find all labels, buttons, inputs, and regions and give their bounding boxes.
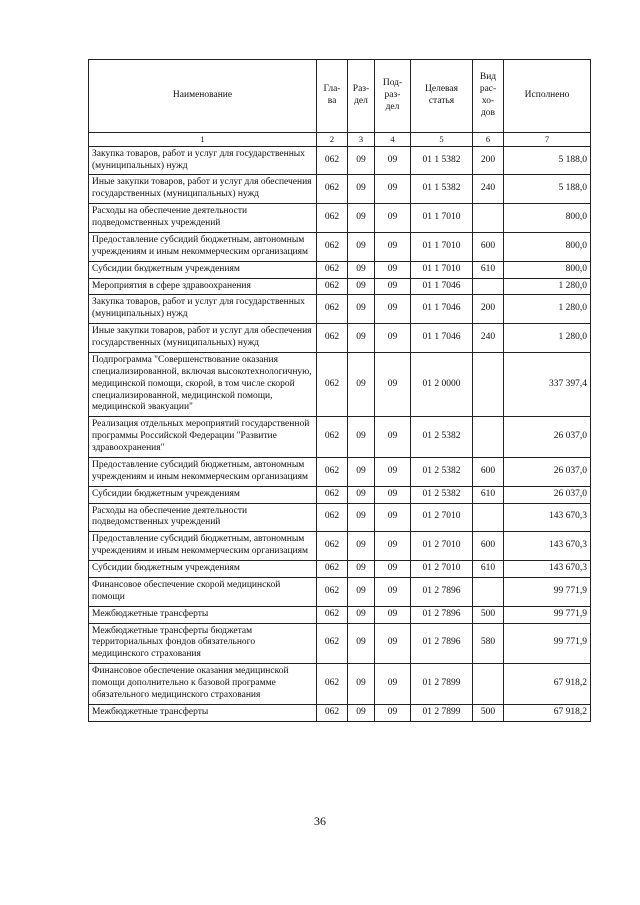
cell-target-article: 01 2 5382 [411,457,473,486]
cell-name: Субсидии бюджетным учреждениям [89,561,317,578]
cell-razdel: 09 [348,664,375,705]
cell-executed: 1 280,0 [504,278,591,295]
column-number: 6 [473,133,504,147]
table-row [89,561,591,578]
cell-razdel: 09 [348,278,375,295]
header-expense-type: Вид рас- хо- дов [473,60,504,133]
cell-expense-type [473,503,504,532]
cell-expense-type: 610 [473,486,504,503]
header-target-article: Целевая статья [411,60,473,133]
cell-podrazdel: 09 [375,532,411,561]
cell-glava: 062 [317,606,348,623]
cell-target-article: 01 1 5382 [411,146,473,175]
cell-razdel: 09 [348,606,375,623]
table-row [89,623,591,664]
table-row [89,704,591,721]
cell-name: Финансовое обеспечение оказания медицинской помощи дополнительно к базовой программе обязательного медицинского страхования [89,664,317,705]
cell-name: Реализация отдельных мероприятий государственной программы Российской Федерации "Развитие здравоохранения" [89,417,317,458]
cell-executed: 26 037,0 [504,417,591,458]
cell-podrazdel: 09 [375,561,411,578]
cell-glava: 062 [317,577,348,606]
cell-podrazdel: 09 [375,623,411,664]
cell-razdel: 09 [348,503,375,532]
cell-target-article: 01 2 0000 [411,352,473,416]
cell-target-article: 01 1 7010 [411,204,473,233]
cell-target-article: 01 2 7899 [411,704,473,721]
cell-razdel: 09 [348,561,375,578]
cell-executed: 67 918,2 [504,704,591,721]
cell-expense-type: 580 [473,623,504,664]
cell-executed: 1 280,0 [504,295,591,324]
cell-expense-type [473,204,504,233]
cell-name: Расходы на обеспечение деятельности подведомственных учреждений [89,204,317,233]
cell-expense-type: 200 [473,295,504,324]
cell-name: Межбюджетные трансферты бюджетам территориальных фондов обязательного медицинского страхования [89,623,317,664]
cell-razdel: 09 [348,486,375,503]
cell-expense-type: 600 [473,457,504,486]
cell-expense-type: 610 [473,261,504,278]
cell-podrazdel: 09 [375,146,411,175]
cell-target-article: 01 2 7010 [411,503,473,532]
header-podrazdel: Под- раз- дел [375,60,411,133]
cell-target-article: 01 1 7046 [411,295,473,324]
cell-podrazdel: 09 [375,232,411,261]
table-row [89,261,591,278]
cell-razdel: 09 [348,204,375,233]
table-row [89,664,591,705]
cell-expense-type: 600 [473,232,504,261]
cell-glava: 062 [317,664,348,705]
header-glava: Гла- ва [317,60,348,133]
cell-razdel: 09 [348,146,375,175]
cell-glava: 062 [317,295,348,324]
table-row [89,175,591,204]
cell-expense-type [473,352,504,416]
cell-glava: 062 [317,486,348,503]
column-number: 7 [504,133,591,147]
cell-glava: 062 [317,457,348,486]
cell-target-article: 01 1 7010 [411,261,473,278]
cell-podrazdel: 09 [375,352,411,416]
table-row [89,606,591,623]
cell-razdel: 09 [348,295,375,324]
cell-razdel: 09 [348,324,375,353]
cell-executed: 143 670,3 [504,532,591,561]
cell-target-article: 01 2 7896 [411,606,473,623]
cell-name: Иные закупки товаров, работ и услуг для обеспечения государственных (муниципальных) нужд [89,324,317,353]
table-row [89,352,591,416]
cell-podrazdel: 09 [375,175,411,204]
table-row [89,577,591,606]
table-row [89,486,591,503]
cell-expense-type: 600 [473,532,504,561]
budget-table [88,59,591,722]
cell-target-article: 01 2 5382 [411,417,473,458]
cell-name: Предоставление субсидий бюджетным, автономным учреждениям и иным некоммерческим организациям [89,457,317,486]
page-number: 36 [314,814,326,828]
cell-glava: 062 [317,352,348,416]
table-row [89,278,591,295]
cell-name: Финансовое обеспечение скорой медицинской помощи [89,577,317,606]
cell-expense-type [473,577,504,606]
cell-razdel: 09 [348,577,375,606]
cell-glava: 062 [317,146,348,175]
cell-target-article: 01 2 7899 [411,664,473,705]
cell-razdel: 09 [348,352,375,416]
column-number: 5 [411,133,473,147]
table-row [89,417,591,458]
table-body [89,146,591,721]
cell-podrazdel: 09 [375,324,411,353]
cell-name: Расходы на обеспечение деятельности подведомственных учреждений [89,503,317,532]
column-number: 1 [89,133,317,147]
cell-razdel: 09 [348,704,375,721]
cell-name: Субсидии бюджетным учреждениям [89,486,317,503]
cell-expense-type: 200 [473,146,504,175]
table-row [89,146,591,175]
cell-glava: 062 [317,623,348,664]
table-row [89,295,591,324]
cell-podrazdel: 09 [375,704,411,721]
table-row [89,324,591,353]
cell-razdel: 09 [348,261,375,278]
cell-razdel: 09 [348,175,375,204]
cell-glava: 062 [317,261,348,278]
cell-name: Закупка товаров, работ и услуг для государственных (муниципальных) нужд [89,295,317,324]
cell-glava: 062 [317,204,348,233]
cell-razdel: 09 [348,417,375,458]
table-row [89,457,591,486]
header-razdel: Раз- дел [348,60,375,133]
cell-executed: 26 037,0 [504,457,591,486]
table-row [89,503,591,532]
table-row [89,532,591,561]
cell-executed: 143 670,3 [504,503,591,532]
cell-executed: 5 188,0 [504,175,591,204]
cell-executed: 800,0 [504,232,591,261]
cell-name: Межбюджетные трансферты [89,704,317,721]
cell-expense-type: 610 [473,561,504,578]
cell-glava: 062 [317,532,348,561]
cell-glava: 062 [317,503,348,532]
cell-expense-type: 240 [473,324,504,353]
column-number: 4 [375,133,411,147]
header-row [89,60,591,133]
cell-target-article: 01 2 7896 [411,577,473,606]
table-row [89,204,591,233]
cell-expense-type: 500 [473,704,504,721]
cell-executed: 800,0 [504,204,591,233]
cell-podrazdel: 09 [375,503,411,532]
cell-name: Мероприятия в сфере здравоохранения [89,278,317,295]
cell-podrazdel: 09 [375,204,411,233]
cell-podrazdel: 09 [375,606,411,623]
cell-expense-type [473,417,504,458]
cell-name: Межбюджетные трансферты [89,606,317,623]
column-number: 2 [317,133,348,147]
cell-executed: 337 397,4 [504,352,591,416]
cell-razdel: 09 [348,457,375,486]
cell-razdel: 09 [348,623,375,664]
cell-target-article: 01 1 7046 [411,324,473,353]
cell-executed: 99 771,9 [504,577,591,606]
cell-podrazdel: 09 [375,295,411,324]
cell-executed: 26 037,0 [504,486,591,503]
cell-glava: 062 [317,278,348,295]
cell-expense-type [473,664,504,705]
cell-glava: 062 [317,704,348,721]
header-executed: Исполнено [504,60,591,133]
cell-razdel: 09 [348,532,375,561]
cell-expense-type: 240 [473,175,504,204]
cell-podrazdel: 09 [375,278,411,295]
cell-expense-type [473,278,504,295]
cell-podrazdel: 09 [375,417,411,458]
cell-glava: 062 [317,417,348,458]
cell-target-article: 01 2 7010 [411,561,473,578]
cell-target-article: 01 1 5382 [411,175,473,204]
cell-executed: 67 918,2 [504,664,591,705]
column-numbers-row [89,133,591,147]
cell-target-article: 01 2 7010 [411,532,473,561]
cell-name: Иные закупки товаров, работ и услуг для обеспечения государственных (муниципальных) нужд [89,175,317,204]
cell-podrazdel: 09 [375,577,411,606]
cell-podrazdel: 09 [375,486,411,503]
cell-name: Подпрограмма "Совершенствование оказания специализированной, включая высокотехнологичную, медицинской помощи, скорой, в том числе скорой специализированной, медицинской помощи, медицинской эвакуации" [89,352,317,416]
cell-target-article: 01 1 7046 [411,278,473,295]
cell-podrazdel: 09 [375,261,411,278]
cell-glava: 062 [317,324,348,353]
cell-executed: 5 188,0 [504,146,591,175]
cell-executed: 143 670,3 [504,561,591,578]
table-row [89,232,591,261]
header-name: Наименование [89,60,317,133]
cell-razdel: 09 [348,232,375,261]
cell-target-article: 01 1 7010 [411,232,473,261]
cell-glava: 062 [317,175,348,204]
cell-executed: 99 771,9 [504,606,591,623]
cell-executed: 800,0 [504,261,591,278]
cell-name: Субсидии бюджетным учреждениям [89,261,317,278]
cell-podrazdel: 09 [375,664,411,705]
cell-executed: 1 280,0 [504,324,591,353]
cell-name: Предоставление субсидий бюджетным, автономным учреждениям и иным некоммерческим организациям [89,532,317,561]
cell-name: Закупка товаров, работ и услуг для государственных (муниципальных) нужд [89,146,317,175]
cell-name: Предоставление субсидий бюджетным, автономным учреждениям и иным некоммерческим организациям [89,232,317,261]
cell-glava: 062 [317,232,348,261]
cell-podrazdel: 09 [375,457,411,486]
column-number: 3 [348,133,375,147]
cell-target-article: 01 2 7896 [411,623,473,664]
cell-target-article: 01 2 5382 [411,486,473,503]
cell-glava: 062 [317,561,348,578]
cell-expense-type: 500 [473,606,504,623]
cell-executed: 99 771,9 [504,623,591,664]
